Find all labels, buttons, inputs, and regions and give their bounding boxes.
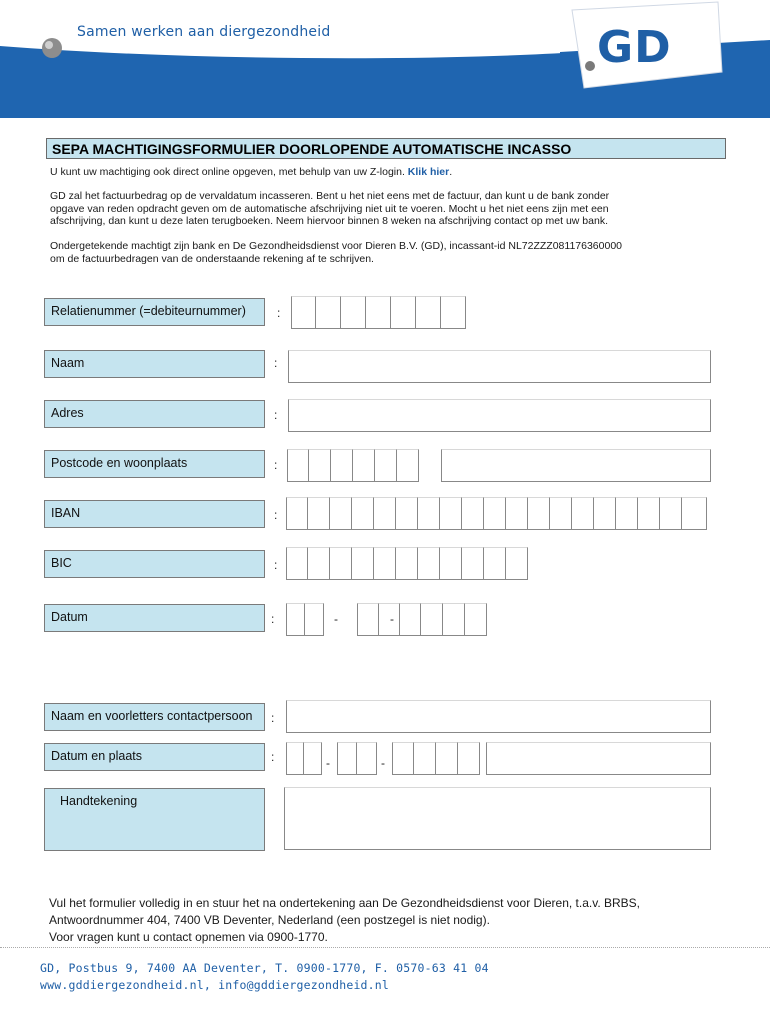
bic-cell[interactable]	[374, 547, 396, 580]
iban-cell[interactable]	[286, 497, 308, 530]
iban-cell[interactable]	[660, 497, 682, 530]
gd-logo: GD	[597, 22, 672, 73]
relatienummer-input[interactable]	[291, 296, 466, 329]
date-cell[interactable]	[357, 742, 377, 775]
iban-cell[interactable]	[528, 497, 550, 530]
digit-cell[interactable]	[316, 296, 341, 329]
date-cell[interactable]	[392, 742, 414, 775]
iban-cell[interactable]	[550, 497, 572, 530]
date-cell[interactable]	[465, 603, 487, 636]
postcode-cell[interactable]	[331, 449, 353, 482]
contactpersoon-input[interactable]	[286, 700, 711, 733]
bic-cell[interactable]	[506, 547, 528, 580]
footer-web: www.gddiergezondheid.nl, info@gddiergezondheid.nl	[40, 978, 390, 992]
bic-cell[interactable]	[440, 547, 462, 580]
naam-input[interactable]	[288, 350, 711, 383]
colon: :	[277, 306, 281, 320]
label-adres: Adres	[44, 400, 265, 428]
iban-cell[interactable]	[418, 497, 440, 530]
iban-cell[interactable]	[484, 497, 506, 530]
label-iban: IBAN	[44, 500, 265, 528]
iban-cell[interactable]	[352, 497, 374, 530]
colon: :	[271, 612, 275, 626]
iban-cell[interactable]	[506, 497, 528, 530]
digit-cell[interactable]	[416, 296, 441, 329]
bic-cell[interactable]	[396, 547, 418, 580]
bic-cell[interactable]	[286, 547, 308, 580]
date-separator: -	[381, 756, 385, 770]
intro-paragraph-2	[50, 190, 710, 228]
intro-p2-line: GD zal het factuurbedrag op de vervaldatum incasseren. Bent u het niet eens met de factuur, dan kunt u de bank zonder	[50, 190, 610, 202]
date-cell[interactable]	[337, 742, 357, 775]
postcode-cell[interactable]	[309, 449, 331, 482]
label-contactpersoon: Naam en voorletters contactpersoon	[44, 703, 265, 731]
date-cell[interactable]	[399, 603, 421, 636]
date-cell[interactable]	[443, 603, 465, 636]
bic-cell[interactable]	[484, 547, 506, 580]
bic-cell[interactable]	[330, 547, 352, 580]
colon: :	[271, 711, 275, 725]
iban-cell[interactable]	[308, 497, 330, 530]
iban-cell[interactable]	[616, 497, 638, 530]
date-cell[interactable]	[436, 742, 458, 775]
klik-hier-link[interactable]: Klik hier	[407, 166, 450, 178]
adres-input[interactable]	[288, 399, 711, 432]
digit-cell[interactable]	[391, 296, 416, 329]
colon: :	[274, 356, 278, 370]
iban-cell[interactable]	[462, 497, 484, 530]
postcode-cell[interactable]	[397, 449, 419, 482]
form-title-bar	[46, 138, 726, 159]
digit-cell[interactable]	[441, 296, 466, 329]
footer-line: Vul het formulier volledig in en stuur het na ondertekening aan De Gezondheidsdienst voor Dieren, t.a.v. BRBS,	[49, 896, 641, 910]
digit-cell[interactable]	[366, 296, 391, 329]
intro-p2-line: afschrijving, dan kunt u deze laten terugboeken. Neem hiervoor binnen 8 weken na afschrijving contact op met uw bank.	[50, 215, 608, 228]
plaats-input[interactable]	[486, 742, 711, 775]
iban-cell[interactable]	[638, 497, 660, 530]
bic-cell[interactable]	[462, 547, 484, 580]
bic-input[interactable]	[286, 547, 528, 580]
iban-cell[interactable]	[396, 497, 418, 530]
date-cell[interactable]	[458, 742, 480, 775]
iban-cell[interactable]	[374, 497, 396, 530]
label-datum-plaats: Datum en plaats	[44, 743, 265, 771]
date-cell[interactable]	[286, 603, 305, 636]
colon: :	[274, 558, 278, 572]
label-datum: Datum	[44, 604, 265, 632]
page-header	[0, 0, 770, 118]
label-postcode: Postcode en woonplaats	[44, 450, 265, 478]
date-cell[interactable]	[414, 742, 436, 775]
bic-cell[interactable]	[308, 547, 330, 580]
postcode-cell[interactable]	[287, 449, 309, 482]
datum-plaats-year-input[interactable]	[392, 742, 480, 775]
tagline: Samen werken aan diergezondheid	[77, 24, 331, 40]
date-cell[interactable]	[304, 742, 322, 775]
iban-input[interactable]	[286, 497, 707, 530]
datum-year-input[interactable]	[399, 603, 487, 636]
label-relatienummer: Relatienummer (=debiteurnummer)	[44, 298, 265, 326]
intro-period: .	[449, 166, 453, 178]
label-naam: Naam	[44, 350, 265, 378]
iban-cell[interactable]	[440, 497, 462, 530]
date-separator: -	[334, 612, 338, 626]
date-separator: -	[390, 612, 394, 626]
woonplaats-input[interactable]	[441, 449, 711, 482]
footer-line: Antwoordnummer 404, 7400 VB Deventer, Nederland (een postzegel is niet nodig).	[49, 913, 490, 927]
bic-cell[interactable]	[418, 547, 440, 580]
date-cell[interactable]	[286, 742, 304, 775]
colon: :	[274, 458, 278, 472]
form-title: SEPA MACHTIGINGSFORMULIER DOORLOPENDE AUTOMATISCHE INCASSO	[52, 141, 572, 157]
digit-cell[interactable]	[291, 296, 316, 329]
digit-cell[interactable]	[341, 296, 366, 329]
datum-plaats-day-input[interactable]	[286, 742, 322, 775]
colon: :	[271, 750, 275, 764]
iban-cell[interactable]	[682, 497, 707, 530]
footer-instructions	[49, 895, 729, 946]
label-bic: BIC	[44, 550, 265, 578]
intro-online	[50, 166, 710, 179]
postcode-cell[interactable]	[375, 449, 397, 482]
colon: :	[274, 508, 278, 522]
intro-p2-line: opgave van reden opdracht geven om de automatische afschrijving niet uit te voeren. Mocht u het niet eens zijn met een	[50, 202, 609, 215]
iban-cell[interactable]	[572, 497, 594, 530]
postcode-input[interactable]	[287, 449, 419, 482]
datum-plaats-month-input[interactable]	[337, 742, 377, 775]
date-cell[interactable]	[305, 603, 324, 636]
colon: :	[274, 408, 278, 422]
footer-address: GD, Postbus 9, 7400 AA Deventer, T. 0900-1770, F. 0570-63 41 04	[40, 961, 489, 975]
iban-cell[interactable]	[594, 497, 616, 530]
datum-day-input[interactable]	[286, 603, 324, 636]
footer-divider	[0, 947, 770, 948]
footer-line: Voor vragen kunt u contact opnemen via 0900-1770.	[49, 930, 328, 944]
label-handtekening: Handtekening	[44, 788, 265, 851]
intro-p3-line: Ondergetekende machtigt zijn bank en De Gezondheidsdienst voor Dieren B.V. (GD), incassant-id NL72ZZZ081176360000	[50, 240, 622, 252]
bic-cell[interactable]	[352, 547, 374, 580]
postcode-cell[interactable]	[353, 449, 375, 482]
iban-cell[interactable]	[330, 497, 352, 530]
datum-month-input[interactable]	[357, 603, 401, 636]
intro-p3-line: om de factuurbedragen van de onderstaande rekening af te schrijven.	[50, 252, 374, 265]
handtekening-input[interactable]	[284, 787, 711, 850]
intro-online-text: U kunt uw machtiging ook direct online opgeven, met behulp van uw Z-login.	[50, 166, 405, 178]
intro-paragraph-3	[50, 240, 710, 265]
date-cell[interactable]	[421, 603, 443, 636]
date-separator: -	[326, 756, 330, 770]
date-cell[interactable]	[357, 603, 379, 636]
